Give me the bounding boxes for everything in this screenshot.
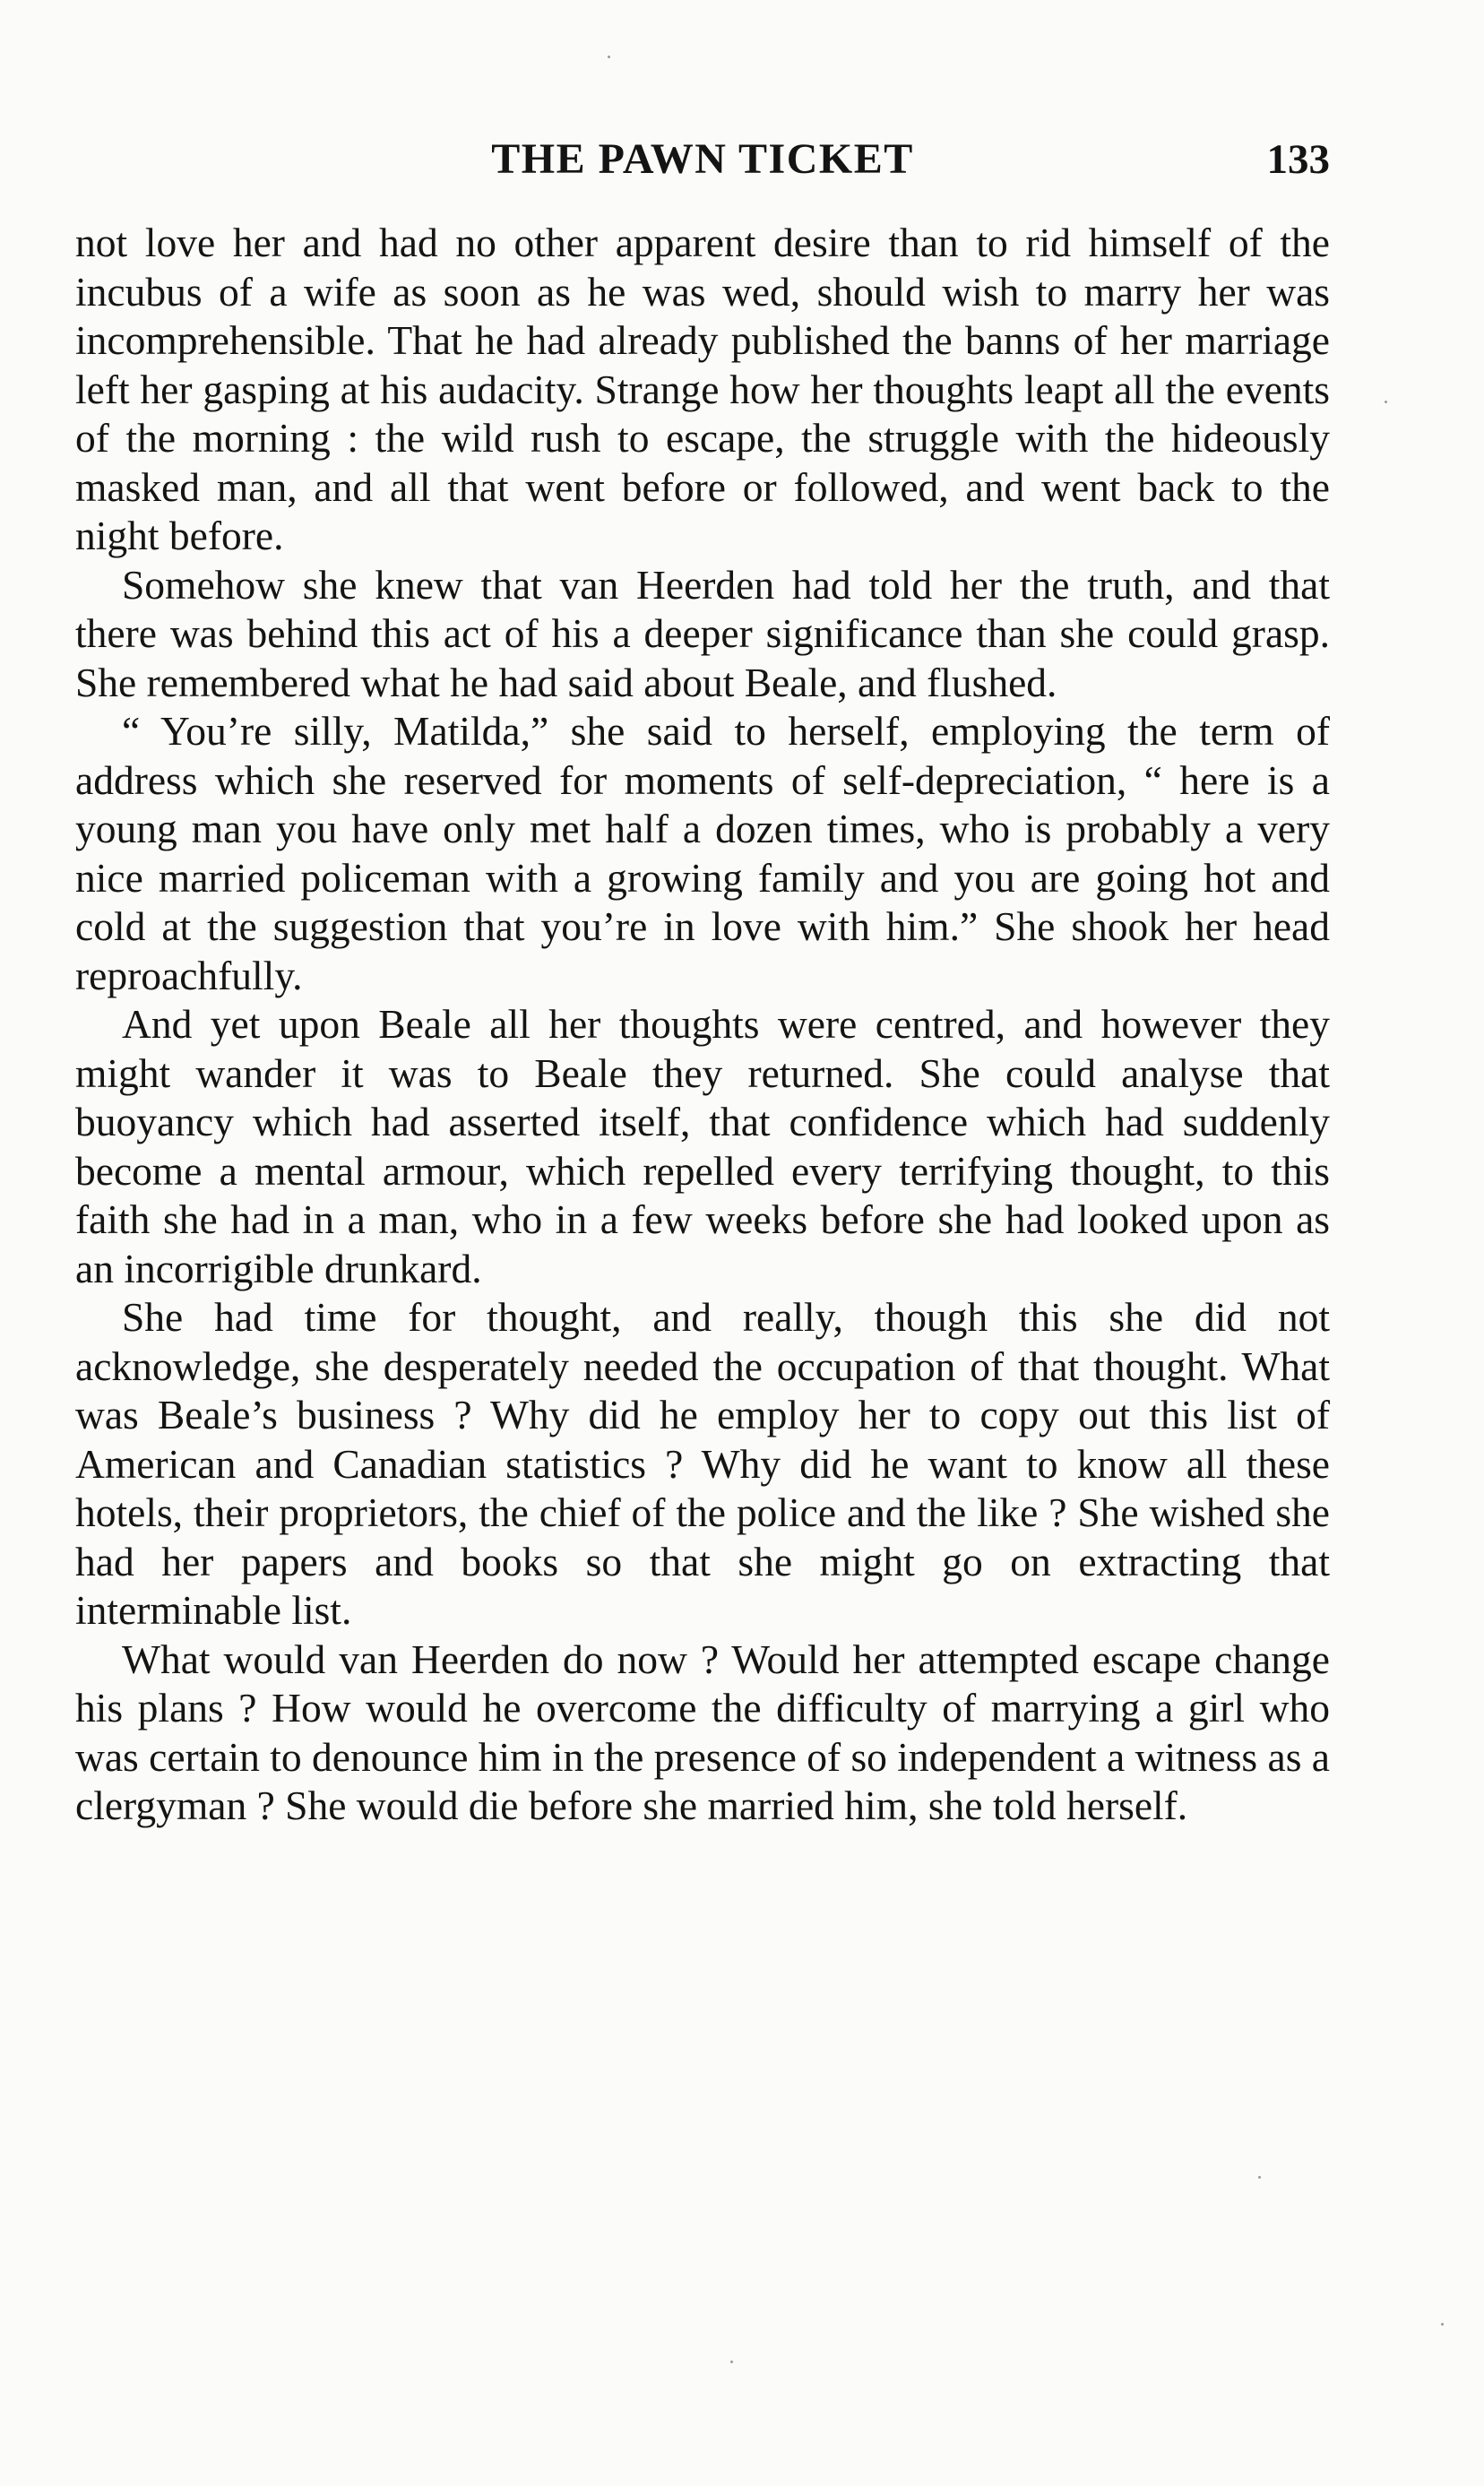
paragraph: She had time for thought, and really, though this she did not acknowledge, she desperately needed the occupation of that thought. What was Beale’s business ? Why did he employ her to copy out this list of American and Canadian statistics ? Why did he want to know all these hotels, their proprietors, the chief of the police and the like ? She wished she had her papers and books so that she might go on extracting that interminable list. [75,1294,1330,1633]
running-title: THE PAWN TICKET [491,135,914,183]
paper-speck [1441,2323,1444,2326]
paper-speck [1258,2176,1261,2179]
paragraph: not love her and had no other apparent desire than to rid himself of the incubus of a wife as soon as he was wed, should wish to marry her was incomprehensible. That he had already published the banns of her marriage left her gasping at his audacity. Strange how her thoughts leapt all the events of the morning : the wild rush to escape, the struggle with the hideously masked man, and all that went before or followed, and went back to the night before. [75,220,1330,558]
running-head [75,127,1330,192]
paragraph: What would van Heerden do now ? Would her attempted escape change his plans ? How would he overcome the difficulty of marrying a girl who was certain to denounce him in the presence of so independent a witness as a clergyman ? She would die before she married him, she told herself. [75,1636,1330,1828]
paragraph: “ You’re silly, Matilda,” she said to herself, employing the term of address which she reserved for moments of self-depreciation, “ here is a young man you have only met half a dozen times, who is probably a very nice married policeman with a growing family and you are going hot and cold at the suggestion that you’re in love with him.” She shook her head reproachfully. [75,708,1330,998]
paper-speck [730,2361,733,2363]
paper-speck [608,56,610,58]
paper-speck [1385,401,1387,403]
body-text [75,219,1330,1831]
paragraph: And yet upon Beale all her thoughts were centred, and however they might wander it was to Beale they returned. She could analyse that buoyancy which had asserted itself, that confidence which had suddenly become a mental armour, which repelled every terrifying thought, to this faith she had in a man, who in a few weeks before she had looked upon as an incorrigible drunkard. [75,1001,1330,1291]
page-number: 133 [1266,136,1330,183]
paragraph: Somehow she knew that van Heerden had told her the truth, and that there was behind this act of his a deeper significance than she could grasp. She remembered what he had said about Beale, and flushed. [75,561,1330,705]
